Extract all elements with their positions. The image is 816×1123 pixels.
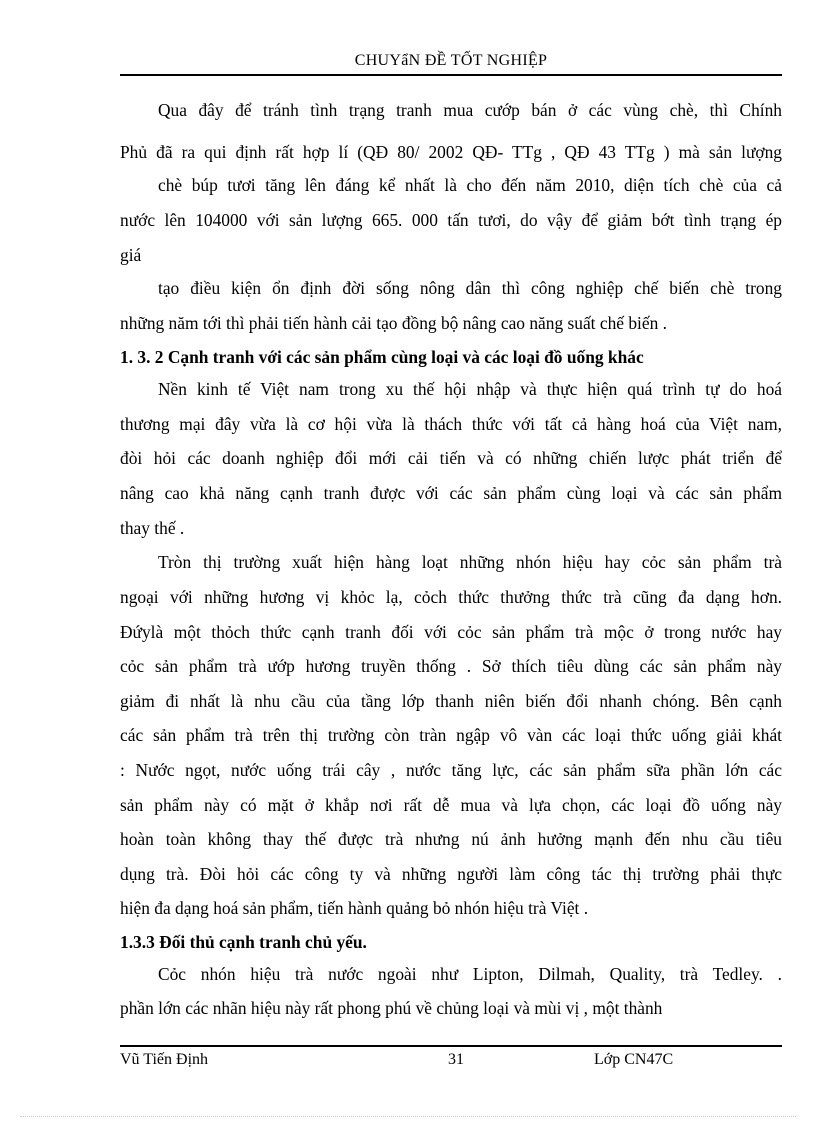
text-line: nâng cao khả năng cạnh tranh được với các sản phẩm cùng loại và các sản phẩm [120, 483, 782, 503]
text-line: cỏc sản phẩm trà ướp hương truyền thống . Sở thích tiêu dùng các sản phẩm này [120, 656, 782, 676]
text-line: giá [120, 245, 142, 265]
text-line: : Nước ngọt, nước uống trái cây , nước tăng lực, các sản phẩm sữa phần lớn các [120, 760, 782, 780]
page-number: 31 [448, 1051, 464, 1068]
footer-author: Vũ Tiến Định [120, 1051, 209, 1068]
text-line: thay thế . [120, 518, 185, 538]
header-rule [120, 74, 782, 76]
text-line: những năm tới thì phải tiến hành cải tạo đồng bộ nâng cao năng suất chế biến . [120, 313, 667, 333]
text-line: Tròn thị trường xuất hiện hàng loạt những nhón hiệu hay cỏc sản phẩm trà [158, 552, 782, 572]
text-line: phần lớn các nhãn hiệu này rất phong phú về chủng loại và mùi vị , một thành [120, 998, 663, 1018]
text-line: hiện đa dạng hoá sản phẩm, tiến hành quảng bỏ nhón hiệu trà Việt . [120, 898, 589, 918]
text-line: nước lên 104000 với sản lượng 665. 000 tấn tươi, do vậy để giảm bớt tình trạng ép [120, 210, 782, 230]
text-line: Nền kinh tế Việt nam trong xu thế hội nhập và thực hiện quá trình tự do hoá [158, 379, 782, 399]
text-line: thương mại đây vừa là cơ hội vừa là thách thức với tất cả hàng hoá của Việt nam, [120, 414, 782, 434]
section-heading-1-3-2: 1. 3. 2 Cạnh tranh với các sản phẩm cùng loại và các loại đồ uống khác [120, 347, 644, 367]
text-line: sản phẩm này có mặt ở khắp nơi rất dễ mua và lựa chọn, các loại đồ uống này [120, 795, 782, 815]
text-line: Qua đây để tránh tình trạng tranh mua cướp bán ở các vùng chè, thì Chính [158, 100, 782, 120]
text-line: các sản phẩm trà trên thị trường còn tràn ngập vô vàn các loại thức uống giải khát [120, 725, 782, 745]
text-line: ngoại với những hương vị khỏc lạ, cỏch thức thưởng thức trà cũng đa dạng hơn. [120, 587, 782, 607]
text-line: chè búp tươi tăng lên đáng kể nhất là cho đến năm 2010, diện tích chè của cả [158, 175, 782, 195]
text-line: tạo điều kiện ổn định đời sống nông dân thì công nghiệp chế biến chè trong [158, 278, 782, 298]
text-line: dụng trà. Đòi hỏi các công ty và những người làm công tác thị trường phải thực [120, 864, 782, 884]
text-line: hoàn toàn không thay thế được trà nhưng nú ảnh hưởng mạnh đến nhu cầu tiêu [120, 829, 782, 849]
text-line: đòi hỏi các doanh nghiệp đổi mới cải tiến và có những chiến lược phát triển để [120, 448, 782, 468]
text-line: Cỏc nhón hiệu trà nước ngoài như Lipton, Dilmah, Quality, trà Tedley. . [158, 964, 782, 984]
text-line: Đứylà một thỏch thức cạnh tranh đối với cỏc sản phẩm trà mộc ở trong nước hay [120, 622, 782, 642]
text-line: Phủ đã ra qui định rất hợp lí (QĐ 80/ 2002 QĐ- TTg , QĐ 43 TTg ) mà sản lượng [120, 142, 782, 162]
page-edge-divider [20, 1116, 796, 1117]
footer-rule [120, 1045, 782, 1047]
text-line: giảm đi nhất là nhu cầu của tầng lớp thanh niên biến đổi nhanh chóng. Bên cạnh [120, 691, 782, 711]
footer-class-name: Lớp CN47C [594, 1051, 674, 1068]
section-heading-1-3-3: 1.3.3 Đối thủ cạnh tranh chủ yếu. [120, 932, 367, 952]
page-header-title: CHUYẩN ĐỀ TỐT NGHIỆP [354, 52, 548, 69]
